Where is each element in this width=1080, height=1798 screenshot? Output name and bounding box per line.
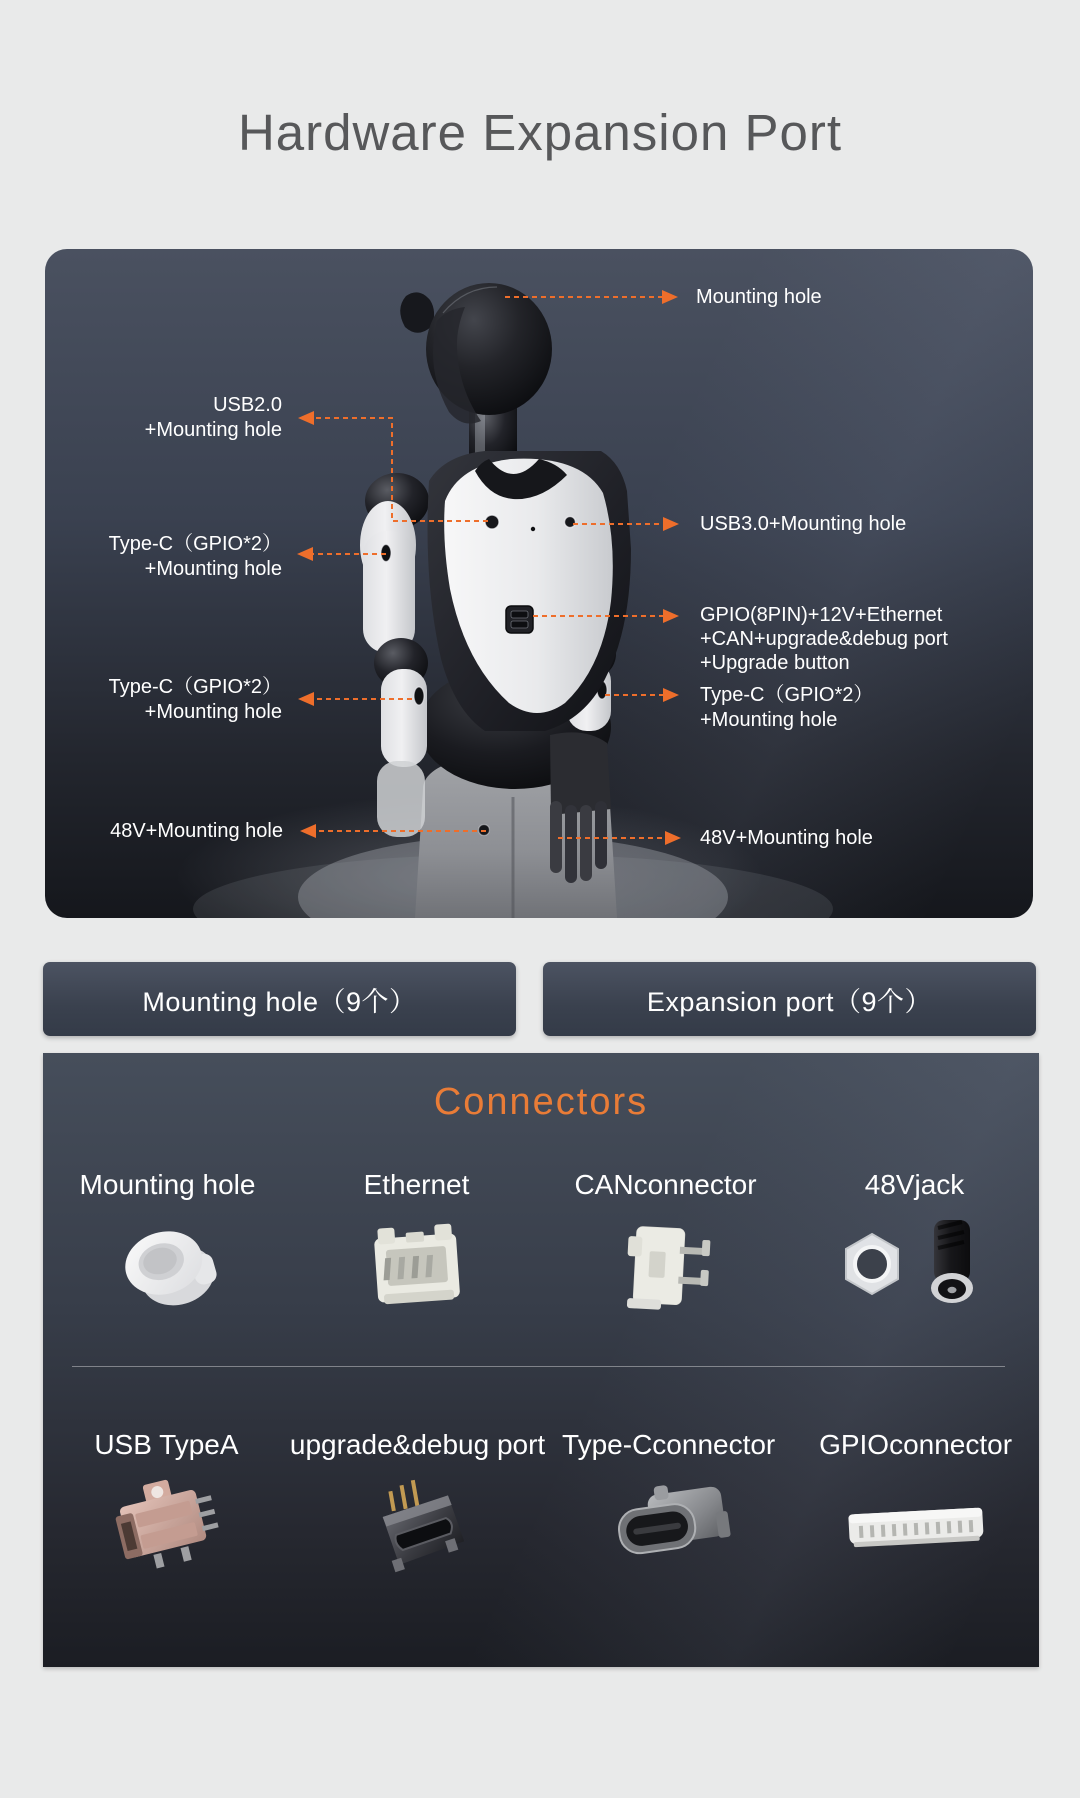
chest-mic-dot bbox=[531, 527, 535, 531]
ethernet-connector-image bbox=[342, 1211, 492, 1323]
connectors-title: Connectors bbox=[433, 1081, 649, 1123]
connector-label: GPIOconnector bbox=[819, 1429, 1013, 1460]
connector-cell-ethernet bbox=[292, 1165, 541, 1323]
connector-label: 48Vjack bbox=[864, 1169, 965, 1200]
robot-right-hand bbox=[550, 732, 611, 883]
robot-diagram-panel bbox=[45, 249, 1033, 918]
48v-nut bbox=[846, 1234, 898, 1294]
label-gpio-combo: GPIO(8PIN)+12V+Ethernet +CAN+upgrade&debug port +Upgrade button bbox=[700, 604, 948, 674]
connector-label: Mounting hole bbox=[79, 1169, 256, 1200]
robot-head bbox=[400, 283, 552, 424]
connector-cell-type-c bbox=[545, 1425, 792, 1583]
48v-barrel-plug bbox=[931, 1220, 973, 1303]
connector-label: upgrade&debug port bbox=[289, 1429, 546, 1460]
type-c-connector-image bbox=[589, 1471, 749, 1583]
mounting-hole-count-bar bbox=[43, 962, 516, 1036]
robot-left-arm bbox=[360, 473, 429, 837]
robot-ear-fin bbox=[400, 292, 434, 332]
port-usb3-chest bbox=[565, 517, 576, 528]
label-typec-lower-left: Type-C（GPIO*2） +Mounting hole bbox=[108, 676, 282, 723]
connectors-panel bbox=[43, 1053, 1039, 1667]
connector-cell-48v-jack bbox=[790, 1165, 1039, 1323]
connector-cell-usb-a bbox=[43, 1425, 290, 1583]
expansion-port-count-label: Expansion port（9个） bbox=[646, 986, 933, 1017]
gpio-connector-image bbox=[831, 1471, 1001, 1583]
label-48v-left: 48V+Mounting hole bbox=[110, 820, 283, 842]
robot-illustration bbox=[45, 249, 1033, 918]
connector-label: CANconnector bbox=[574, 1169, 757, 1200]
connector-cell-debug-port bbox=[290, 1425, 545, 1583]
label-typec-upper-left: Type-C（GPIO*2） +Mounting hole bbox=[108, 533, 282, 580]
expansion-port-count-bar bbox=[543, 962, 1036, 1036]
connector-label: Ethernet bbox=[363, 1169, 470, 1200]
mounting-hole-count-label: Mounting hole（9个） bbox=[142, 986, 417, 1017]
connector-label: Type-Cconnector bbox=[562, 1429, 776, 1460]
port-gpio-module bbox=[506, 606, 533, 633]
label-usb2: USB2.0 +Mounting hole bbox=[144, 394, 282, 441]
mounting-hole-image bbox=[93, 1211, 243, 1323]
48v-jack-image bbox=[830, 1211, 1000, 1323]
connectors-divider bbox=[72, 1366, 1005, 1367]
can-connector-image bbox=[591, 1211, 741, 1323]
label-usb3: USB3.0+Mounting hole bbox=[700, 513, 907, 535]
page-title: Hardware Expansion Port bbox=[237, 104, 843, 161]
connector-cell-mounting-hole bbox=[43, 1165, 292, 1323]
connector-label: USB TypeA bbox=[94, 1429, 239, 1460]
connector-cell-can bbox=[541, 1165, 790, 1323]
label-typec-right: Type-C（GPIO*2） +Mounting hole bbox=[700, 684, 874, 731]
connector-cell-gpio bbox=[792, 1425, 1039, 1583]
label-48v-right: 48V+Mounting hole bbox=[700, 827, 873, 849]
port-left-forearm-typec bbox=[414, 687, 424, 705]
label-mounting-hole-top: Mounting hole bbox=[696, 286, 822, 308]
usb-type-a-image bbox=[91, 1471, 241, 1583]
connectors-row-2 bbox=[43, 1425, 1039, 1583]
connectors-row-1 bbox=[43, 1165, 1039, 1323]
micro-usb-debug-port-image bbox=[343, 1471, 493, 1583]
